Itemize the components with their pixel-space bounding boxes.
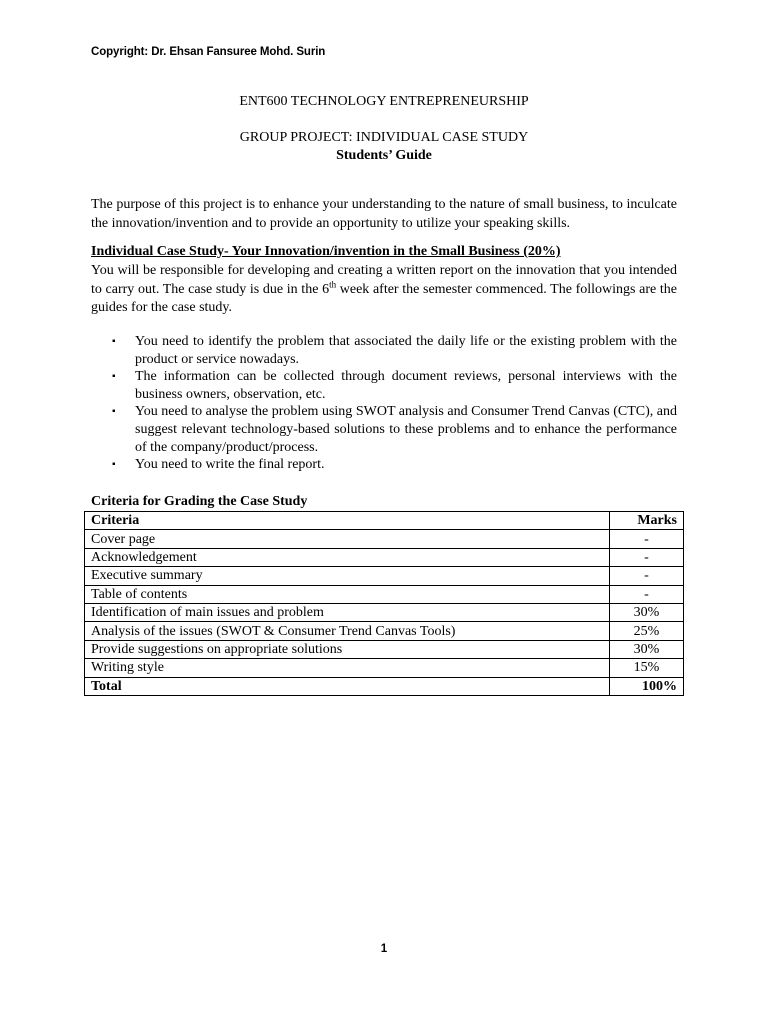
marks-cell: -	[610, 548, 684, 566]
bullet-text: The information can be collected through document reviews, personal interviews with the business owners, observation, etc.	[135, 369, 677, 402]
marks-cell: 15%	[610, 659, 684, 677]
bullet-item	[91, 403, 677, 456]
marks-cell: -	[610, 530, 684, 548]
table-header-row	[85, 512, 684, 530]
ordinal-suffix: th	[329, 278, 337, 289]
section-heading: Individual Case Study- Your Innovation/invention in the Small Business (20%)	[91, 244, 561, 259]
table-row	[85, 548, 684, 566]
criteria-cell: Cover page	[85, 530, 610, 548]
page-number: 1	[380, 943, 388, 955]
guide-title: Students’ Guide	[336, 148, 432, 163]
guide-bullet-list	[91, 333, 677, 474]
table-row	[85, 567, 684, 585]
table-row	[85, 640, 684, 658]
bullet-square-icon: ▪	[112, 371, 116, 383]
criteria-column-header: Criteria	[85, 512, 610, 530]
criteria-cell: Table of contents	[85, 585, 610, 603]
section-text-end: week after the semester commenced. The followings are the guides for the case study.	[91, 281, 677, 315]
criteria-cell: Identification of main issues and problem	[85, 603, 610, 621]
bullet-square-icon: ▪	[112, 459, 116, 471]
criteria-cell: Provide suggestions on appropriate solutions	[85, 640, 610, 658]
bullet-square-icon: ▪	[112, 336, 116, 347]
criteria-cell: Analysis of the issues (SWOT & Consumer Trend Canvas Tools)	[85, 622, 610, 640]
marks-cell: -	[610, 567, 684, 585]
criteria-cell: Acknowledgement	[85, 548, 610, 566]
section-paragraph	[91, 262, 677, 318]
criteria-cell: Executive summary	[85, 567, 610, 585]
total-marks-cell: 100%	[610, 677, 684, 695]
marks-cell: -	[610, 585, 684, 603]
section-text-start: You will be responsible for developing and creating a written report on the innovation that you intended to carry out. The case study is due in the 6	[91, 263, 677, 297]
bullet-text: You need to identify the problem that associated the daily life or the existing problem with the product or service nowadays.	[135, 334, 677, 367]
table-row	[85, 530, 684, 548]
table-row	[85, 585, 684, 603]
total-label-cell: Total	[85, 677, 610, 695]
intro-paragraph: The purpose of this project is to enhance your understanding to the nature of small business, to inculcate the innovation/invention and to provide an opportunity to utilize your speaking skills.	[91, 197, 677, 231]
bullet-square-icon: ▪	[112, 406, 116, 418]
bullet-item	[91, 368, 677, 403]
course-title: ENT600 TECHNOLOGY ENTREPRENEURSHIP	[239, 94, 529, 109]
project-title: GROUP PROJECT: INDIVIDUAL CASE STUDY	[239, 130, 529, 145]
bullet-item	[91, 333, 677, 368]
marks-cell: 25%	[610, 622, 684, 640]
marks-cell: 30%	[610, 603, 684, 621]
table-total-row	[85, 677, 684, 695]
grading-table	[84, 511, 684, 696]
marks-cell: 30%	[610, 640, 684, 658]
table-row	[85, 622, 684, 640]
table-row	[85, 603, 684, 621]
bullet-text: You need to analyse the problem using SWOT analysis and Consumer Trend Canvas (CTC), and suggest relevant technology-based solutions to these problems and to enhance the performance of the company/product/process.	[135, 404, 677, 455]
marks-column-header: Marks	[610, 512, 684, 530]
table-row	[85, 659, 684, 677]
grading-heading: Criteria for Grading the Case Study	[91, 494, 308, 509]
criteria-cell: Writing style	[85, 659, 610, 677]
bullet-item	[91, 456, 677, 474]
bullet-text: You need to write the final report.	[135, 457, 325, 473]
copyright-notice: Copyright: Dr. Ehsan Fansuree Mohd. Surin	[91, 46, 326, 58]
